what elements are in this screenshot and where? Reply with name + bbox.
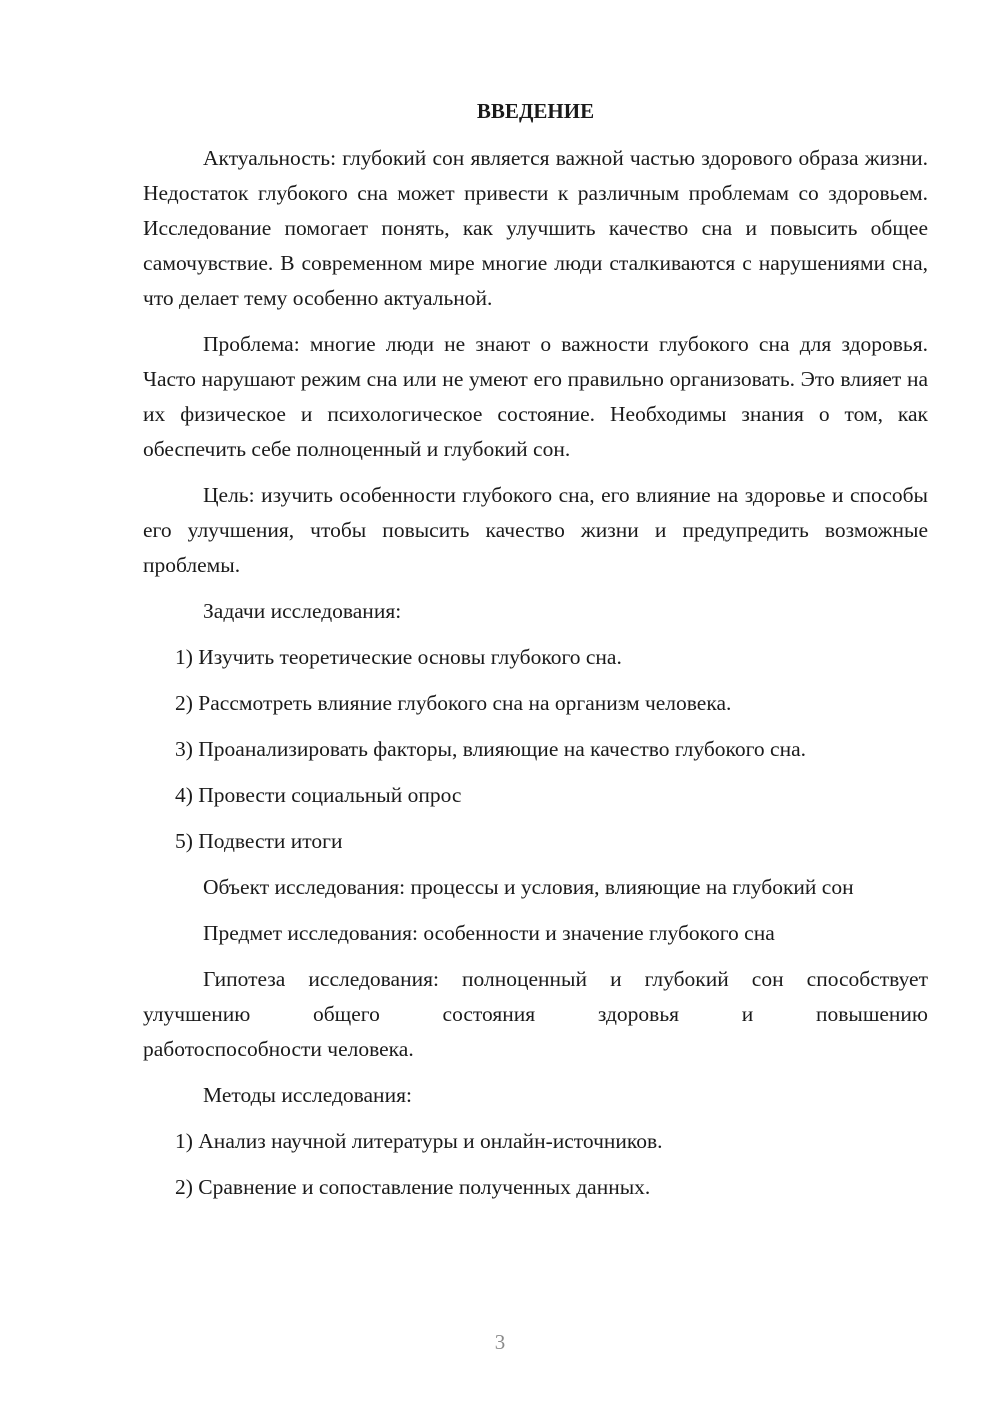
hypothesis-text-line1: Гипотеза исследования: полноценный и глубокий сон способствует улучшению общего состояния здоровья и повышению [143,967,928,1026]
hypothesis-text-line2: работоспособности человека. [143,1037,414,1061]
methods-heading: Методы исследования: [203,1083,412,1107]
object-paragraph: Объект исследования: процессы и условия, влияющие на глубокий сон [203,875,854,899]
problem-paragraph: Проблема: многие люди не знают о важности глубокого сна для здоровья. Часто нарушают режим сна или не умеют его правильно организовать. Это влияет на их физическое и психологическое состояние. Необходимы знания о том, как обеспечить себе полноценный и глубокий сон. [143,332,928,461]
page-number: 3 [494,1330,506,1354]
page-content [143,92,928,1216]
goal-paragraph: Цель: изучить особенности глубокого сна, его влияние на здоровье и способы его улучшения, чтобы повысить качество жизни и предупредить возможные проблемы. [143,483,928,577]
hypothesis-paragraph [143,962,928,1067]
task-item: 4) Провести социальный опрос [175,783,462,807]
method-item: 2) Сравнение и сопоставление полученных данных. [175,1175,651,1199]
page-title: ВВЕДЕНИЕ [476,99,595,123]
tasks-heading: Задачи исследования: [203,599,402,623]
method-item: 1) Анализ научной литературы и онлайн-источников. [175,1129,663,1153]
task-item: 2) Рассмотреть влияние глубокого сна на организм человека. [175,691,732,715]
task-item: 5) Подвести итоги [175,829,343,853]
task-item: 1) Изучить теоретические основы глубокого сна. [175,645,622,669]
task-item: 3) Проанализировать факторы, влияющие на качество глубокого сна. [175,737,807,761]
relevance-paragraph: Актуальность: глубокий сон является важной частью здорового образа жизни. Недостаток глубокого сна может привести к различным проблемам со здоровьем. Исследование помогает понять, как улучшить качество сна и повысить общее самочувствие. В современном мире многие люди сталкиваются с нарушениями сна, что делает тему особенно актуальной. [143,146,928,310]
subject-paragraph: Предмет исследования: особенности и значение глубокого сна [203,921,775,945]
